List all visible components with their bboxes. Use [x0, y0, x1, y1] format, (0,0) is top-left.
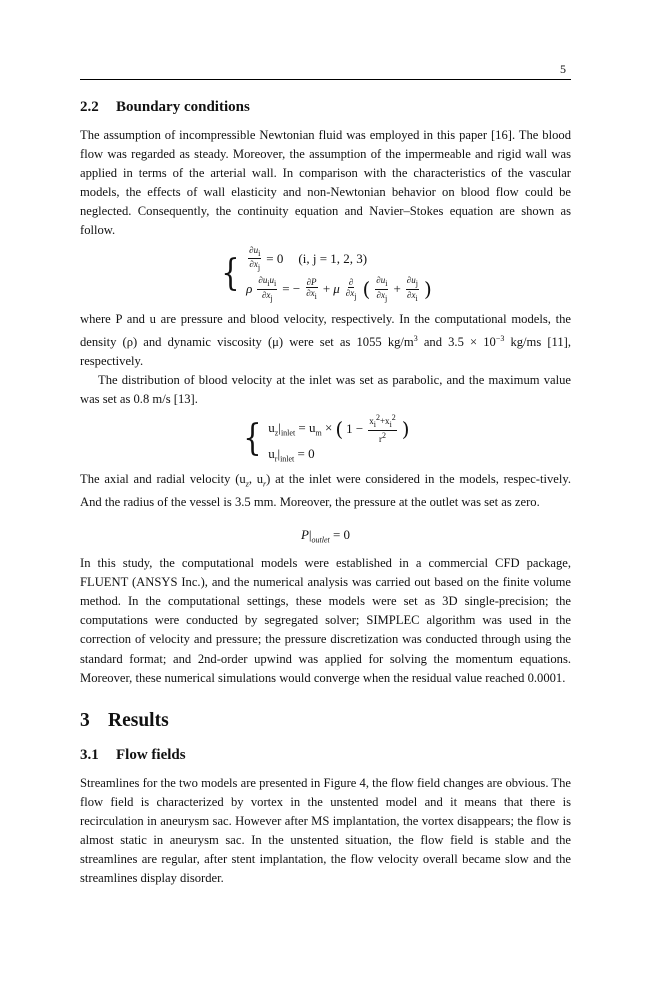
section-title: Results	[108, 709, 169, 731]
equation-outlet-pressure: $P|_{outlet} = 0$	[300, 526, 351, 545]
continuity-equation: $\frac{\partial u_i}{\partial x_j}$ = 0 (i, j = 1, 2, 3)	[249, 244, 368, 273]
momentum-equation: ρ $\frac{\partial u_iu_i}{\partial x_j}$ = − $\frac{\partial P}{\partial x_i}$ + μ $\frac{\partial}{\partial x_j}$ ( $\frac{\partial u_i}{\partial x_j}$ + $\frac{\partial u_j}{\partial x_i}$ )	[246, 275, 432, 303]
axial-velocity-equation: $u_z|_{inlet} = u_m$ × ( 1 − $\frac{x_i^2+x_i^2}{r^2}$ )	[268, 413, 410, 445]
left-brace: {	[243, 417, 262, 459]
section-title: Boundary conditions	[116, 99, 250, 115]
equation-navier-stokes	[80, 245, 571, 304]
paragraph-flow-fields: Streamlines for the two models are presented in Figure 4, the flow field changes are obvious. The flow field is characterized by vortex in the unstented model and it means that there is recirculation in aneurysm sac. However after MS implantation, the vortex disappears; the flow is almost static in aneurysm sac. In the unstented situation, the flow field is stable and the streamlines are regular, after stent implantation, the flow velocity overall became slow and the streamlines display disorder.	[80, 775, 571, 886]
section-number: 3	[80, 709, 90, 731]
paragraph-inlet-velocity: The distribution of blood velocity at the inlet was set as parabolic, and the maximum value was set as 0.8 m/s [13].	[80, 373, 571, 407]
section-heading-3-1	[80, 744, 571, 766]
header-rule	[80, 79, 571, 80]
section-heading-2-2	[80, 96, 571, 118]
page-number: 5	[560, 62, 566, 76]
section-number: 3.1	[80, 746, 99, 763]
section-title: Flow fields	[116, 746, 186, 763]
paragraph-assumptions: The assumption of incompressible Newtonian fluid was employed in this paper [16]. The blood flow was regarded as steady. Moreover, the assumption of the impermeable and rigid wall was applied in terms of the arterial wall. In comparison with the characteristics of the vascular models, the effects of wall elasticity and non-Newtonian behavior on blood flow could be neglected. Consequently, the continuity equation and Navier–Stokes equation are shown as follow.	[80, 128, 571, 238]
radial-velocity-equation: $u_r|_{inlet} = 0$	[268, 446, 315, 464]
page-body	[80, 96, 571, 888]
equation-inlet-profile	[80, 413, 571, 463]
paragraph-cfd-setup: In this study, the computational models were established in a commercial CFD package, FLUENT (ANSYS Inc.), and the numerical analysis was carried out based on the finite volume method. In the computational settings, these models were set as 3D single-precision; the computations were conducted by segregated solver; SIMPLEC algorithm was used in the correction of velocity and pressure; the pressure discretization was conducted through using the standard format; and 2nd-order upwind was applied for solving the momentum equations. Moreover, these numerical simulations would converge when the residual value reached 0.0001.	[80, 556, 571, 685]
section-number: 2.2	[80, 99, 99, 115]
index-condition: (i, j = 1, 2, 3)	[298, 250, 368, 266]
section-heading-3	[80, 708, 571, 734]
left-brace: {	[221, 253, 240, 295]
paragraph-radius: The axial and radial velocity ($u_z$, $u_r$) at the inlet were considered in the models, respec-tively. And the radius of the vessel is 3.5 mm. Moreover, the pressure at the outlet was set as zero.	[80, 471, 571, 510]
paragraph-variables: where P and u are pressure and blood velocity, respectively. In the computational models, the density (ρ) and dynamic viscosity (μ) were set as 1055 $kg/m^3$ and $3.5 \times 10^{-3}$ kg/ms [11], respectively.	[80, 311, 572, 369]
